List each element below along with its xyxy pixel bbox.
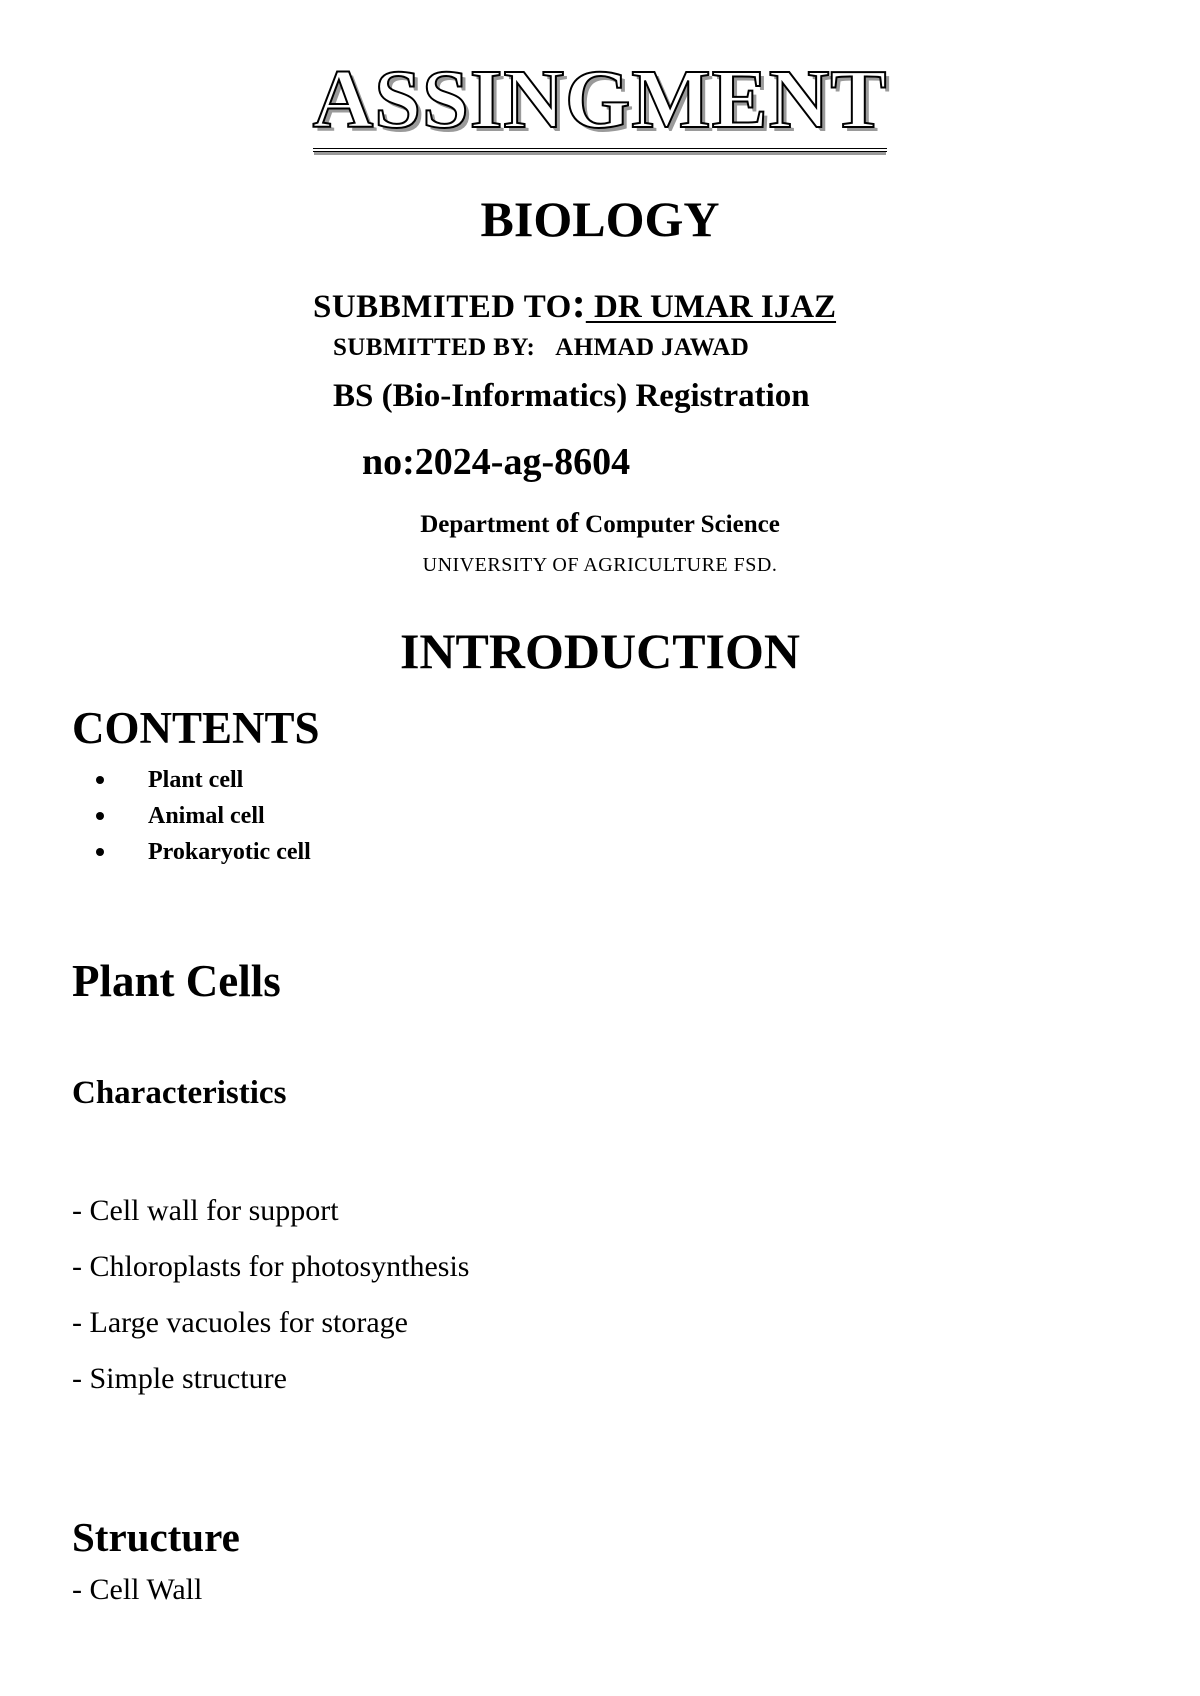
introduction-heading: INTRODUCTION xyxy=(399,623,801,679)
submitted-to-name: DR UMAR IJAZ xyxy=(585,289,837,325)
submitted-to-label: SUBBMITED TO xyxy=(313,289,572,325)
subject-heading: BIOLOGY xyxy=(480,191,720,247)
list-item: Animal cell xyxy=(92,798,311,834)
list-item: - Simple structure xyxy=(72,1362,287,1395)
submitted-to-line xyxy=(313,280,836,328)
department-line xyxy=(0,508,1200,540)
list-item: Plant cell xyxy=(92,762,311,798)
program-line: BS (Bio-Informatics) Registration xyxy=(333,378,810,414)
list-item: - Cell Wall xyxy=(72,1573,203,1606)
department-suffix: Computer Science xyxy=(578,511,780,538)
list-item: - Chloroplasts for photosynthesis xyxy=(72,1250,470,1283)
structure-list xyxy=(72,1570,202,1610)
contents-list xyxy=(92,762,311,870)
contents-heading: CONTENTS xyxy=(72,703,320,753)
submitted-by-line xyxy=(333,334,749,362)
submitted-by-name: AHMAD JAWAD xyxy=(555,334,750,361)
bullet-icon xyxy=(96,812,104,820)
bullet-icon xyxy=(96,848,104,856)
bullet-icon xyxy=(96,776,104,784)
list-item: - Large vacuoles for storage xyxy=(72,1306,408,1339)
structure-heading: Structure xyxy=(72,1514,240,1560)
characteristics-heading: Characteristics xyxy=(72,1075,287,1111)
submitted-to-colon: : xyxy=(571,281,586,327)
university-name: UNIVERSITY OF AGRICULTURE FSD. xyxy=(422,554,778,576)
submitted-by-label: SUBMITTED BY: xyxy=(333,334,536,361)
list-item: Prokaryotic cell xyxy=(92,834,311,870)
registration-number: no:2024-ag-8604 xyxy=(362,441,631,483)
list-item: - Cell wall for support xyxy=(72,1194,339,1227)
document-title: ASSINGMENT xyxy=(313,58,888,152)
plant-cells-heading: Plant Cells xyxy=(72,956,281,1006)
title-block xyxy=(0,53,1200,152)
department-prefix: Department xyxy=(420,511,556,538)
department-of: of xyxy=(555,508,579,539)
characteristics-list xyxy=(72,1183,470,1407)
